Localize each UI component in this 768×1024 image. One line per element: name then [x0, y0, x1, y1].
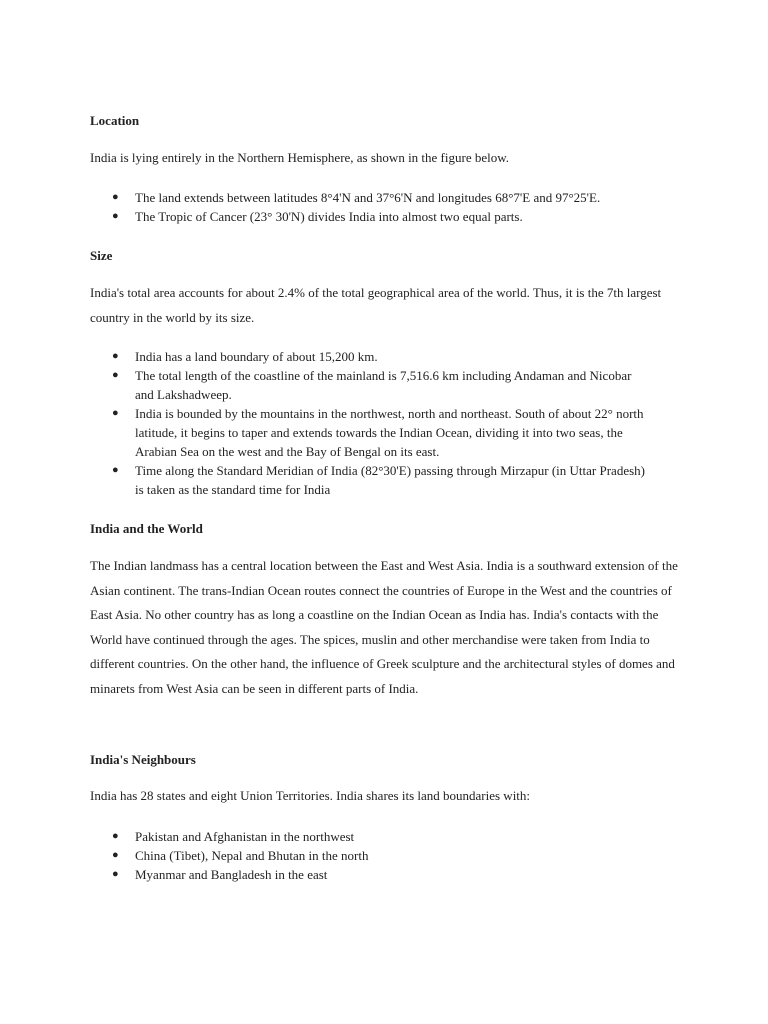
list-item: ● The Tropic of Cancer (23° 30'N) divides India into almost two equal parts. — [112, 209, 523, 224]
bullet-icon: ● — [112, 849, 119, 861]
list-location — [90, 188, 650, 226]
bullet-icon: ● — [112, 868, 119, 880]
list-item: ● Pakistan and Afghanistan in the northwest — [112, 829, 355, 844]
bullet-icon: ● — [112, 464, 119, 476]
bullet-icon: ● — [112, 210, 119, 222]
list-neighbours — [90, 827, 650, 884]
heading-neighbours: India's Neighbours — [90, 752, 196, 767]
list-item: ● The total length of the coastline of the mainland is 7,516.6 km including Andaman and Nicobar and Lakshadweep. — [112, 368, 632, 402]
bullet-icon: ● — [112, 830, 119, 842]
bullet-icon: ● — [112, 191, 119, 203]
list-item: ● Myanmar and Bangladesh in the east — [112, 867, 328, 882]
bullet-icon: ● — [112, 407, 119, 419]
list-item: ● The land extends between latitudes 8°4'N and 37°6'N and longitudes 68°7'E and 97°25'E. — [112, 190, 601, 205]
list-item: ● India is bounded by the mountains in the northwest, north and northeast. South of about 22° north latitude, it begins to taper and extends towards the Indian Ocean, dividing it into two seas, the Arabian Sea on the west and the Bay of Bengal on its east. — [112, 406, 644, 459]
heading-india-and-world: India and the World — [90, 521, 203, 536]
list-item: ● China (Tibet), Nepal and Bhutan in the north — [112, 848, 369, 863]
list-item: ● Time along the Standard Meridian of India (82°30'E) passing through Mirzapur (in Uttar Pradesh) is taken as the standard time for India — [112, 463, 645, 497]
paragraph-neighbours-intro: India has 28 states and eight Union Territories. India shares its land boundaries with: — [90, 788, 531, 803]
paragraph-india-and-world: The Indian landmass has a central location between the East and West Asia. India is a southward extension of the Asian continent. The trans-Indian Ocean routes connect the countries of Europe in the West and the countries of East Asia. No other country has as long a coastline on the Indian Ocean as India has. India's contacts with the World have continued through the ages. The spices, muslin and other merchandise were taken from India to different countries. On the other hand, the influence of Greek sculpture and the architectural styles of domes and minarets from West Asia can be seen in different parts of India. — [90, 558, 678, 696]
paragraph-location-intro: India is lying entirely in the Northern Hemisphere, as shown in the figure below. — [90, 150, 510, 165]
list-size — [90, 347, 650, 499]
list-item: ● India has a land boundary of about 15,200 km. — [112, 349, 378, 364]
bullet-icon: ● — [112, 350, 119, 362]
heading-size: Size — [90, 248, 113, 263]
heading-location: Location — [90, 113, 140, 128]
bullet-icon: ● — [112, 369, 119, 381]
paragraph-size-intro: India's total area accounts for about 2.4% of the total geographical area of the world. Thus, it is the 7th largest country in the world by its size. — [90, 285, 662, 325]
